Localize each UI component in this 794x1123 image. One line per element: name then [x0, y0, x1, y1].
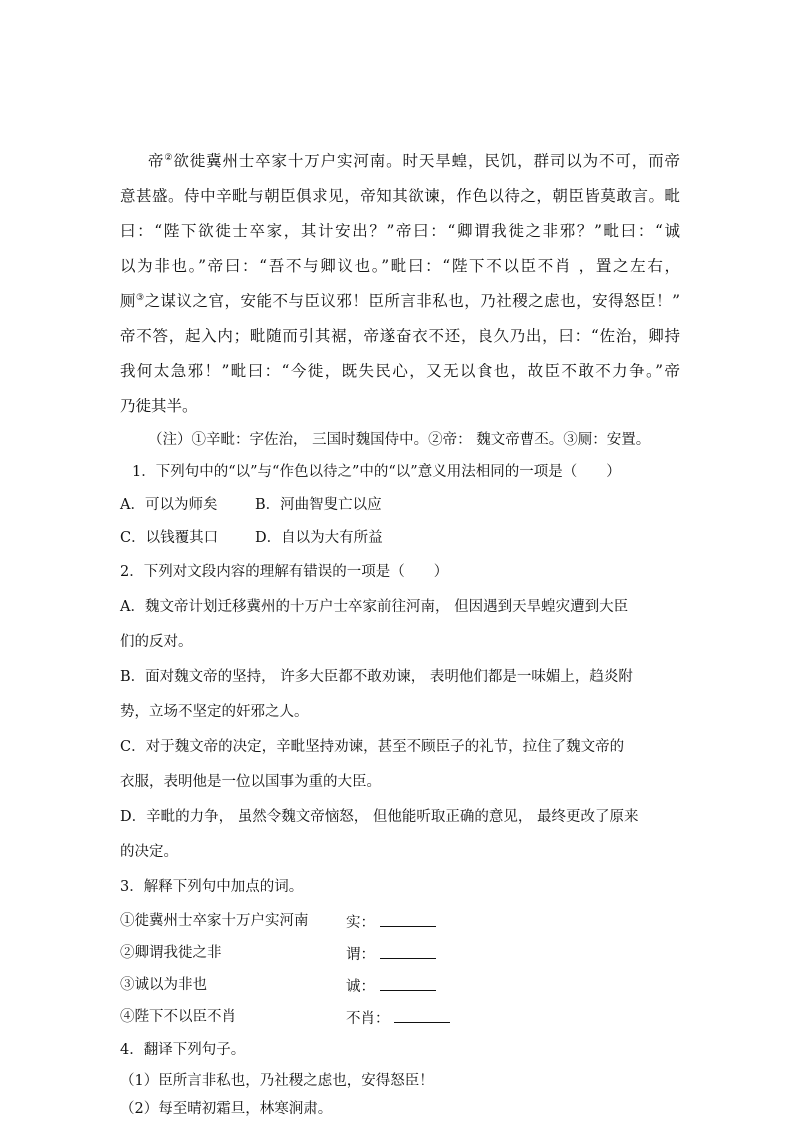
q3-item-1-word: 实： [346, 911, 436, 933]
passage-note: （注）①辛毗：字佐治， 三国时魏国侍中。②帝： 魏文帝曹丕。③厕：安置。 [148, 432, 651, 448]
q3-stem: 3．解释下列句中加点的词。 [120, 879, 304, 895]
q4-sentence-1: （1）臣所言非私也，乃社稷之虑也，安得怒臣！ [120, 1073, 434, 1089]
q4-stem: 4．翻译下列句子。 [120, 1042, 246, 1058]
q2-option-a-line2: 们的反对。 [120, 634, 193, 650]
q2-option-a-line1: A．魏文帝计划迁移冀州的十万户士卒家前往河南， 但因遇到天旱蝗灾遭到大臣 [120, 599, 629, 615]
q3-item-4-sentence: ④陛下不以臣不肖 [120, 1009, 236, 1025]
q3-item-2-word: 谓： [346, 943, 436, 965]
q2-option-b-line1: B．面对魏文帝的坚持， 许多大臣都不敢劝谏， 表明他们都是一味媚上，趋炎附 [120, 669, 633, 685]
q1-stem: 1．下列句中的“以”与“作色以待之”中的“以”意义用法相同的一项是（ ） [132, 464, 621, 480]
q2-option-d-line1: D．辛毗的力争， 虽然令魏文帝恼怒， 但他能听取正确的意见， 最终更改了原来 [120, 809, 639, 825]
answer-blank[interactable] [394, 1007, 450, 1023]
q2-stem: 2．下列对文段内容的理解有错误的一项是（ ） [120, 564, 449, 580]
q3-item-3-word: 诚： [346, 975, 436, 997]
q2-option-d-line2: 的决定。 [120, 844, 178, 860]
q3-item-3-sentence: ③诚以为非也 [120, 977, 207, 993]
passage-line-7: 我何太急邪！”毗曰：“今徙，既失民心，又无以食也，故臣不敢不力争。”帝 [120, 362, 680, 380]
passage-line-3: 曰：“陛下欲徙士卒家，其计安出？”帝曰：“卿谓我徙之非邪？”毗曰：“诚 [120, 222, 680, 240]
q3-item-1-sentence: ①徙冀州士卒家十万户实河南 [120, 913, 309, 929]
q3-item-4-word: 不肖： [346, 1007, 450, 1029]
q1-option-a: A．可以为师矣 [120, 497, 218, 513]
passage-line-6: 帝不答，起入内；毗随而引其裾，帝遂奋衣不还，良久乃出，曰：“佐治，卿持 [120, 327, 680, 345]
q4-sentence-2: （2）每至晴初霜旦，林寒涧肃。 [120, 1101, 333, 1117]
q1-option-c: C．以钱覆其口 [120, 530, 219, 546]
passage-line-5: 厕③之谋议之官，安能不与臣议邪！臣所言非私也，乃社稷之虑也，安得怒臣！” [120, 292, 680, 310]
answer-blank[interactable] [380, 911, 436, 927]
answer-blank[interactable] [380, 975, 436, 991]
q1-option-d: D．自以为大有所益 [255, 530, 383, 546]
q2-option-b-line2: 势，立场不坚定的奸邪之人。 [120, 704, 309, 720]
answer-blank[interactable] [380, 943, 436, 959]
passage-line-8: 乃徙其半。 [120, 397, 198, 415]
passage-line-4: 以为非也。”帝曰：“吾不与卿议也。”毗曰：“陛下不以臣不肖 ，置之左右， [120, 257, 680, 275]
q1-option-b: B．河曲智叟亡以应 [255, 497, 382, 513]
footnote-marker: ② [164, 152, 174, 163]
passage-line-1: 帝②欲徙冀州士卒家十万户实河南。时天旱蝗，民饥，群司以为不可，而帝 [148, 152, 680, 170]
q2-option-c-line2: 衣服，表明他是一位以国事为重的大臣。 [120, 774, 381, 790]
q2-option-c-line1: C．对于魏文帝的决定，辛毗坚持劝谏，甚至不顾臣子的礼节，拉住了魏文帝的 [120, 739, 625, 755]
footnote-marker: ③ [136, 292, 145, 303]
passage-line-2: 意甚盛。侍中辛毗与朝臣俱求见，帝知其欲谏，作色以待之，朝臣皆莫敢言。毗 [120, 187, 680, 205]
q3-item-2-sentence: ②卿谓我徙之非 [120, 945, 222, 961]
